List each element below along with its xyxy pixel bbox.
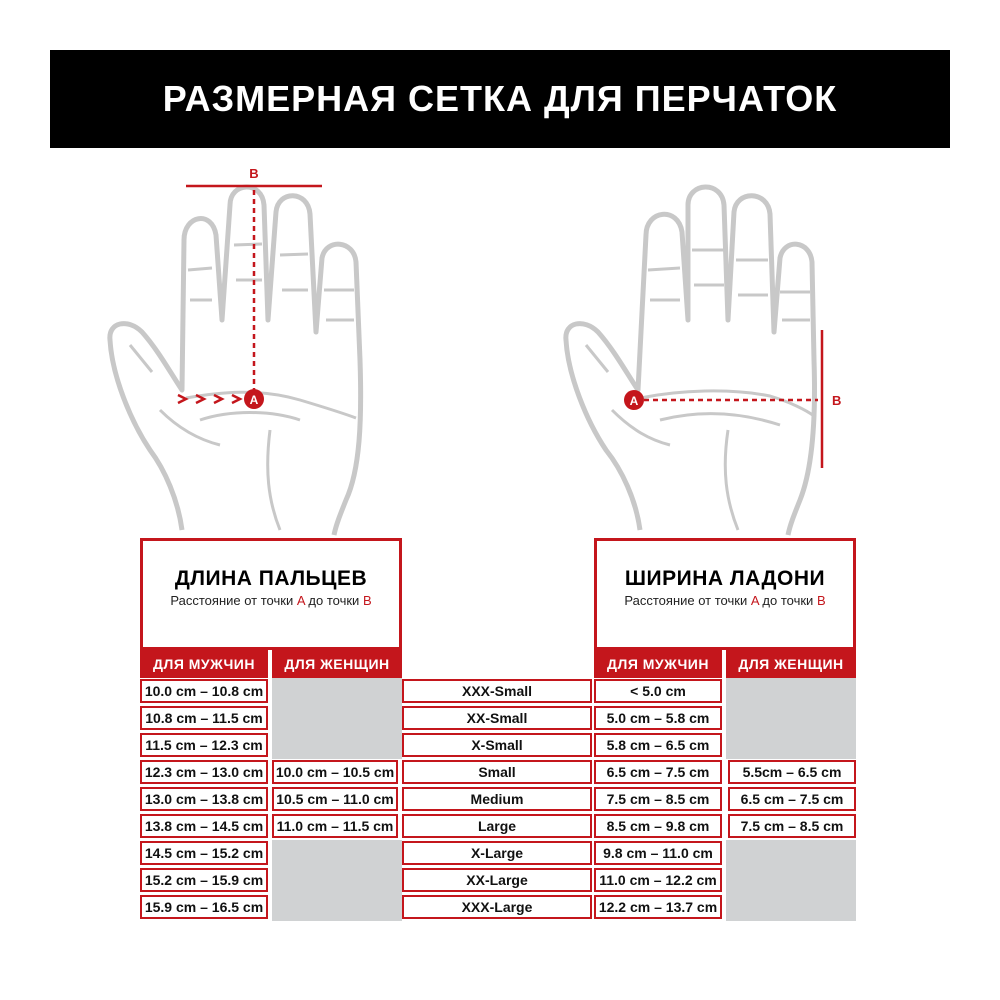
finger-length-box — [140, 538, 402, 650]
size-cell: Small — [402, 760, 592, 784]
left-point-a-label: A — [249, 393, 259, 407]
finger-length-subtitle: Расстояние от точки A до точки B — [170, 593, 372, 608]
palm-width-heading: ШИРИНА ЛАДОНИ — [624, 567, 826, 590]
finger-length-heading: ДЛИНА ПАЛЬЦЕВ — [174, 567, 368, 590]
size-cell: XX-Small — [402, 706, 592, 730]
palm-women-empty-top — [726, 678, 856, 759]
palm-width-subtitle: Расстояние от точки A до точки B — [624, 593, 826, 608]
size-cell: Medium — [402, 787, 592, 811]
size-cell: XX-Large — [402, 868, 592, 892]
palm-men-cell: 5.8 cm – 6.5 cm — [594, 733, 722, 757]
palm-col-women-header: ДЛЯ ЖЕНЩИН — [726, 650, 856, 678]
finger-women-cell: 10.5 cm – 11.0 cm — [272, 787, 398, 811]
finger-men-cell: 13.0 cm – 13.8 cm — [140, 787, 268, 811]
palm-men-cell: 9.8 cm – 11.0 cm — [594, 841, 722, 865]
finger-women-cell: 11.0 cm – 11.5 cm — [272, 814, 398, 838]
left-hand-icon — [110, 187, 361, 535]
right-point-b-label: B — [832, 393, 842, 408]
right-point-a-label: A — [629, 394, 639, 408]
left-point-b-label: B — [249, 166, 259, 181]
hands-illustration — [0, 150, 1000, 540]
palm-men-cell: 8.5 cm – 9.8 cm — [594, 814, 722, 838]
finger-col-women-header: ДЛЯ ЖЕНЩИН — [272, 650, 402, 678]
finger-men-cell: 10.0 cm – 10.8 cm — [140, 679, 268, 703]
palm-width-box — [594, 538, 856, 650]
size-cell: XXX-Large — [402, 895, 592, 919]
finger-women-empty-top — [272, 678, 402, 759]
finger-men-cell: 11.5 cm – 12.3 cm — [140, 733, 268, 757]
size-cell: XXX-Small — [402, 679, 592, 703]
palm-col-men-header: ДЛЯ МУЖЧИН — [594, 650, 722, 678]
finger-col-men-header: ДЛЯ МУЖЧИН — [140, 650, 268, 678]
palm-men-cell: 5.0 cm – 5.8 cm — [594, 706, 722, 730]
right-hand-icon — [566, 187, 815, 535]
size-cell: Large — [402, 814, 592, 838]
finger-men-cell: 15.2 cm – 15.9 cm — [140, 868, 268, 892]
size-cell: X-Large — [402, 841, 592, 865]
finger-men-cell: 13.8 cm – 14.5 cm — [140, 814, 268, 838]
finger-men-cell: 12.3 cm – 13.0 cm — [140, 760, 268, 784]
finger-men-cell: 10.8 cm – 11.5 cm — [140, 706, 268, 730]
size-cell: X-Small — [402, 733, 592, 757]
palm-men-cell: 7.5 cm – 8.5 cm — [594, 787, 722, 811]
palm-women-cell: 6.5 cm – 7.5 cm — [728, 787, 856, 811]
palm-women-empty-bottom — [726, 840, 856, 921]
palm-women-cell: 7.5 cm – 8.5 cm — [728, 814, 856, 838]
palm-men-cell: < 5.0 cm — [594, 679, 722, 703]
finger-women-empty-bottom — [272, 840, 402, 921]
palm-men-cell: 12.2 cm – 13.7 cm — [594, 895, 722, 919]
palm-women-cell: 5.5cm – 6.5 cm — [728, 760, 856, 784]
palm-men-cell: 6.5 cm – 7.5 cm — [594, 760, 722, 784]
page-title: РАЗМЕРНАЯ СЕТКА ДЛЯ ПЕРЧАТОК — [162, 78, 838, 119]
finger-men-cell: 14.5 cm – 15.2 cm — [140, 841, 268, 865]
finger-men-cell: 15.9 cm – 16.5 cm — [140, 895, 268, 919]
palm-men-cell: 11.0 cm – 12.2 cm — [594, 868, 722, 892]
finger-women-cell: 10.0 cm – 10.5 cm — [272, 760, 398, 784]
